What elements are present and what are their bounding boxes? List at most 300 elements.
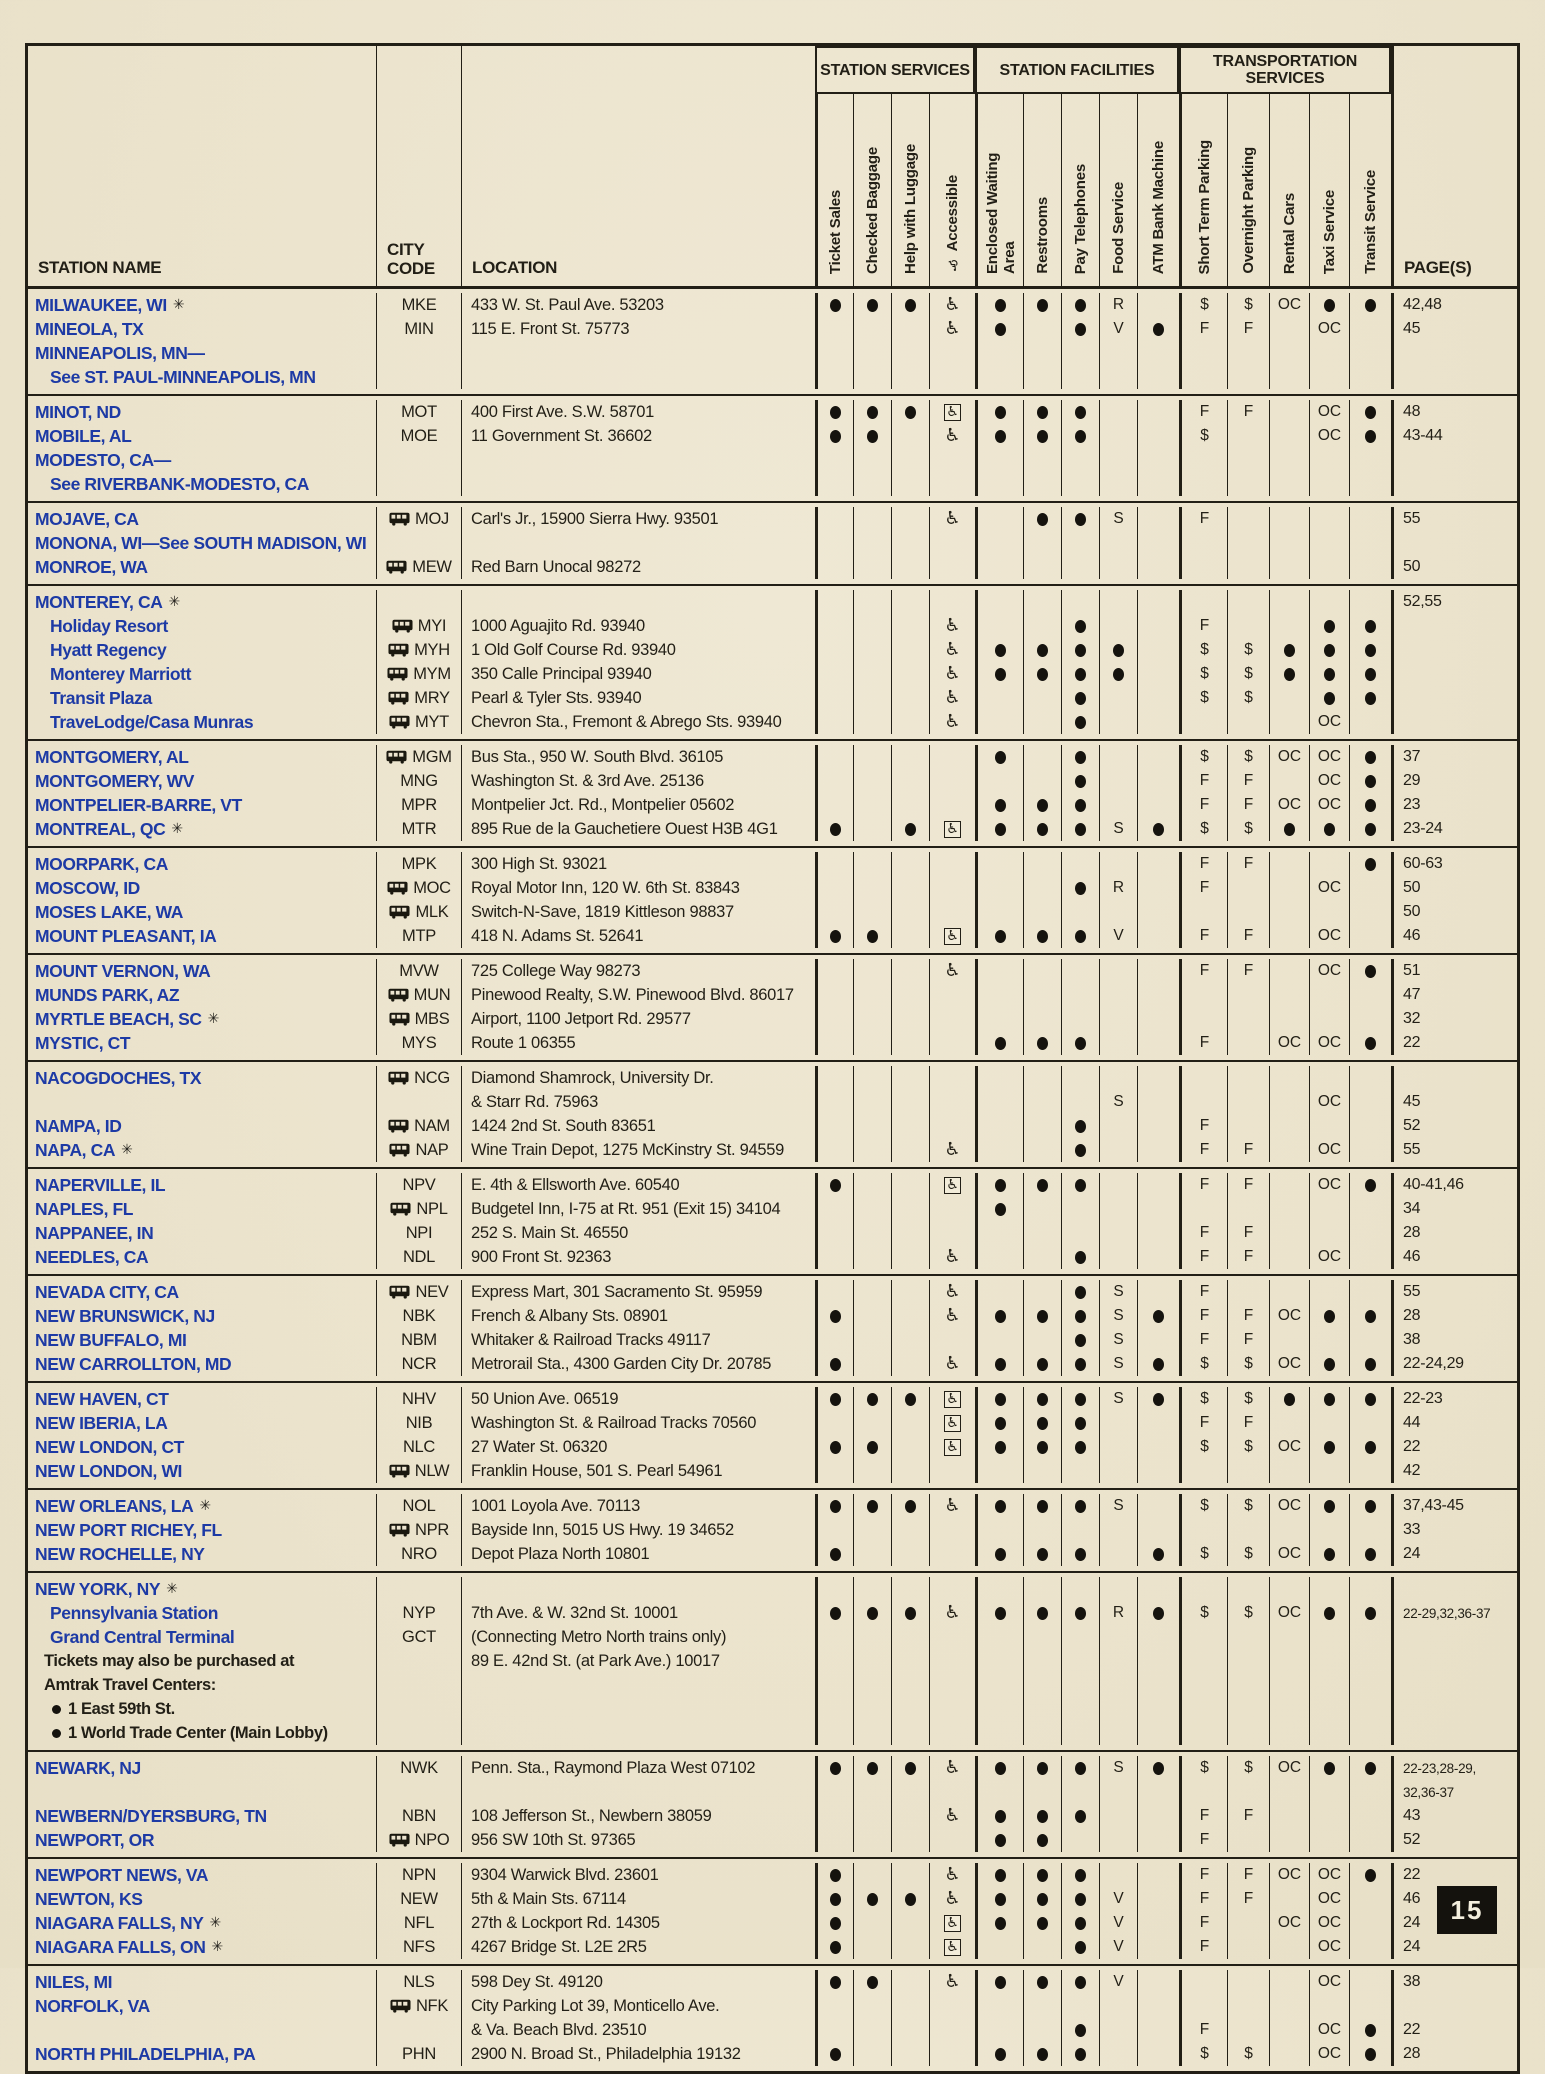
mark-help-with-luggage <box>891 1673 929 1697</box>
mark-code: $ <box>1200 1390 1209 1407</box>
wheelchair-icon: ♿ <box>944 1864 961 1885</box>
station-name-text: NEW LONDON, CT <box>35 1436 184 1457</box>
mark-checked-baggage <box>853 507 891 531</box>
station-group <box>28 1060 1517 1167</box>
location <box>461 1673 815 1697</box>
service-dot <box>1075 1810 1086 1823</box>
pages <box>1391 1411 1523 1435</box>
bus-icon <box>388 691 409 705</box>
location-text: Metrorail Sta., 4300 Garden City Dr. 20785 <box>471 1354 772 1373</box>
location-header-label: LOCATION <box>472 258 558 277</box>
mark-code: $ <box>1200 1355 1209 1372</box>
mark-code: F <box>1199 879 1210 896</box>
mark-code: OC <box>1277 1914 1302 1931</box>
mark-atm-bank-machine <box>1137 1138 1179 1162</box>
station-name <box>28 1031 376 1055</box>
mark-help-with-luggage <box>891 1114 929 1138</box>
mark-rental-cars <box>1269 1138 1309 1162</box>
location-text: 350 Calle Principal 93940 <box>471 664 652 683</box>
mark-short-term-parking <box>1179 793 1227 817</box>
mark-accessible <box>929 2042 975 2066</box>
mark-enclosed-waiting-area <box>975 769 1023 793</box>
location <box>461 1173 815 1197</box>
location-header <box>461 46 815 286</box>
station-name-text: NIAGARA FALLS, NY <box>35 1912 204 1933</box>
mark-pay-telephones <box>1061 1780 1099 1804</box>
mark-atm-bank-machine <box>1137 817 1179 841</box>
mark-short-term-parking <box>1179 1828 1227 1852</box>
mark-enclosed-waiting-area <box>975 959 1023 983</box>
mark-atm-bank-machine <box>1137 1411 1179 1435</box>
service-dot <box>995 1179 1006 1192</box>
service-dot <box>1284 644 1295 657</box>
mark-accessible <box>929 424 975 448</box>
mark-restrooms <box>1023 590 1061 614</box>
station-name-text: NIAGARA FALLS, ON <box>35 1936 206 1957</box>
mark-transit-service <box>1349 817 1391 841</box>
mark-pay-telephones <box>1061 1280 1099 1304</box>
mark-code: S <box>1113 510 1124 527</box>
service-dot <box>1153 1762 1164 1775</box>
mark-pay-telephones <box>1061 1245 1099 1269</box>
mark-food-service <box>1099 1601 1137 1625</box>
mark-food-service <box>1099 686 1137 710</box>
pages <box>1391 614 1523 638</box>
mark-rental-cars <box>1269 1780 1309 1804</box>
mark-rental-cars <box>1269 1459 1309 1483</box>
service-dot <box>830 823 841 836</box>
mark-code: F <box>1199 1807 1210 1824</box>
mark-restrooms <box>1023 614 1061 638</box>
mark-ticket-sales <box>815 1649 853 1673</box>
mark-code: $ <box>1244 1545 1253 1562</box>
mark-overnight-parking <box>1227 1577 1269 1601</box>
station-name <box>28 900 376 924</box>
mark-overnight-parking <box>1227 1138 1269 1162</box>
pages <box>1391 472 1523 496</box>
station-name <box>28 1197 376 1221</box>
mark-code: $ <box>1200 1497 1209 1514</box>
mark-code: F <box>1243 1866 1254 1883</box>
mark-accessible <box>929 1138 975 1162</box>
location <box>461 1780 815 1804</box>
mark-ticket-sales <box>815 1887 853 1911</box>
mark-taxi-service <box>1309 293 1349 317</box>
mark-short-term-parking <box>1179 1721 1227 1745</box>
city-code <box>376 924 461 948</box>
location <box>461 686 815 710</box>
mark-restrooms <box>1023 1090 1061 1114</box>
mark-checked-baggage <box>853 1518 891 1542</box>
mark-ticket-sales <box>815 1352 853 1376</box>
mark-enclosed-waiting-area <box>975 507 1023 531</box>
mark-ticket-sales <box>815 1673 853 1697</box>
mark-enclosed-waiting-area <box>975 365 1023 389</box>
station-name-text: NAMPA, ID <box>35 1115 122 1136</box>
mark-rental-cars <box>1269 1804 1309 1828</box>
mark-overnight-parking <box>1227 900 1269 924</box>
city-code <box>376 817 461 841</box>
location <box>461 876 815 900</box>
pages-text: 44 <box>1403 1414 1421 1431</box>
wheelchair-icon: ♿ <box>944 615 961 636</box>
mark-pay-telephones <box>1061 531 1099 555</box>
pages <box>1391 2042 1523 2066</box>
mark-taxi-service <box>1309 555 1349 579</box>
city-code <box>376 1138 461 1162</box>
location <box>461 1411 815 1435</box>
station-name <box>28 1411 376 1435</box>
service-dot <box>1037 513 1048 526</box>
station-row <box>28 590 1517 614</box>
star-icon: ✳ <box>171 821 183 837</box>
station-name <box>28 1328 376 1352</box>
mark-short-term-parking <box>1179 472 1227 496</box>
mark-taxi-service <box>1309 924 1349 948</box>
city-code-text: MGM <box>412 747 452 766</box>
pages <box>1391 817 1523 841</box>
mark-restrooms <box>1023 745 1061 769</box>
mark-overnight-parking <box>1227 2042 1269 2066</box>
mark-enclosed-waiting-area <box>975 1935 1023 1959</box>
station-name-text: NEW PORT RICHEY, FL <box>35 1519 222 1540</box>
pages-text: 50 <box>1403 558 1421 575</box>
mark-code: $ <box>1200 1545 1209 1562</box>
mark-checked-baggage <box>853 1031 891 1055</box>
transportation-services-group-header <box>1179 46 1391 94</box>
mark-ticket-sales <box>815 1007 853 1031</box>
mark-atm-bank-machine <box>1137 1066 1179 1090</box>
mark-short-term-parking <box>1179 365 1227 389</box>
city-code <box>376 1673 461 1697</box>
station-group <box>28 739 1517 846</box>
location-text: 895 Rue de la Gauchetiere Ouest H3B 4G1 <box>471 819 778 838</box>
mark-ticket-sales <box>815 1994 853 2018</box>
mark-enclosed-waiting-area <box>975 1114 1023 1138</box>
location-text: 108 Jefferson St., Newbern 38059 <box>471 1806 712 1825</box>
service-dot <box>1037 1607 1048 1620</box>
mark-rental-cars <box>1269 1304 1309 1328</box>
pages <box>1391 1328 1523 1352</box>
mark-rental-cars <box>1269 1673 1309 1697</box>
column-header-restrooms <box>1023 94 1061 286</box>
service-dot <box>1037 1358 1048 1371</box>
service-dot <box>1037 2048 1048 2061</box>
station-name-text: MONTEREY, CA <box>35 591 163 612</box>
mark-pay-telephones <box>1061 1090 1099 1114</box>
mark-overnight-parking <box>1227 1435 1269 1459</box>
mark-overnight-parking <box>1227 1518 1269 1542</box>
mark-code: OC <box>1277 796 1302 813</box>
mark-pay-telephones <box>1061 1828 1099 1852</box>
location-text: Diamond Shamrock, University Dr. <box>471 1068 714 1087</box>
bus-icon <box>389 1523 410 1537</box>
service-dot <box>1324 1441 1335 1454</box>
mark-enclosed-waiting-area <box>975 1352 1023 1376</box>
mark-help-with-luggage <box>891 507 929 531</box>
station-group <box>28 1381 1517 1488</box>
wheelchair-icon: ♿ <box>944 711 961 732</box>
mark-pay-telephones <box>1061 1494 1099 1518</box>
mark-help-with-luggage <box>891 1542 929 1566</box>
mark-food-service <box>1099 1649 1137 1673</box>
mark-pay-telephones <box>1061 1935 1099 1959</box>
mark-pay-telephones <box>1061 1542 1099 1566</box>
service-dot <box>867 1393 878 1406</box>
location <box>461 1970 815 1994</box>
station-name <box>28 507 376 531</box>
mark-short-term-parking <box>1179 1304 1227 1328</box>
service-dot <box>1365 1179 1376 1192</box>
station-name-text: NEW BUFFALO, MI <box>35 1329 187 1350</box>
mark-short-term-parking <box>1179 1518 1227 1542</box>
mark-transit-service <box>1349 507 1391 531</box>
city-code <box>376 1828 461 1852</box>
column-header-enclosed-waiting-area <box>975 94 1023 286</box>
mark-code: F <box>1199 1331 1210 1348</box>
mark-pay-telephones <box>1061 924 1099 948</box>
mark-code: OC <box>1317 772 1342 789</box>
mark-taxi-service <box>1309 1352 1349 1376</box>
mark-rental-cars <box>1269 1494 1309 1518</box>
mark-help-with-luggage <box>891 614 929 638</box>
service-dot <box>995 1893 1006 1906</box>
mark-enclosed-waiting-area <box>975 590 1023 614</box>
mark-short-term-parking <box>1179 1173 1227 1197</box>
station-name <box>28 1601 376 1625</box>
mark-restrooms <box>1023 1173 1061 1197</box>
mark-short-term-parking <box>1179 317 1227 341</box>
mark-help-with-luggage <box>891 1280 929 1304</box>
mark-code: F <box>1243 1331 1254 1348</box>
service-dot <box>1324 1762 1335 1775</box>
mark-help-with-luggage <box>891 1494 929 1518</box>
mark-enclosed-waiting-area <box>975 1577 1023 1601</box>
mark-ticket-sales <box>815 1518 853 1542</box>
mark-enclosed-waiting-area <box>975 1756 1023 1780</box>
mark-restrooms <box>1023 1494 1061 1518</box>
service-dot <box>995 1310 1006 1323</box>
pages-text: 47 <box>1403 986 1421 1003</box>
mark-pay-telephones <box>1061 1435 1099 1459</box>
mark-enclosed-waiting-area <box>975 1197 1023 1221</box>
location-text: Royal Motor Inn, 120 W. 6th St. 83843 <box>471 878 740 897</box>
mark-taxi-service <box>1309 1935 1349 1959</box>
mark-short-term-parking <box>1179 817 1227 841</box>
mark-transit-service <box>1349 472 1391 496</box>
mark-transit-service <box>1349 1697 1391 1721</box>
mark-atm-bank-machine <box>1137 1649 1179 1673</box>
bus-icon <box>389 1285 410 1299</box>
service-dot <box>1075 930 1086 943</box>
mark-short-term-parking <box>1179 1649 1227 1673</box>
mark-atm-bank-machine <box>1137 1721 1179 1745</box>
location <box>461 1304 815 1328</box>
pages-text: 51 <box>1403 962 1421 979</box>
service-dot <box>905 1762 916 1775</box>
mark-accessible <box>929 1577 975 1601</box>
mark-atm-bank-machine <box>1137 365 1179 389</box>
mark-ticket-sales <box>815 1435 853 1459</box>
station-name <box>28 2018 376 2042</box>
mark-code: $ <box>1244 1604 1253 1621</box>
station-group <box>28 289 1517 394</box>
mark-atm-bank-machine <box>1137 924 1179 948</box>
service-dot <box>1075 716 1086 729</box>
mark-code: $ <box>1200 665 1209 682</box>
location-text: 1424 2nd St. South 83651 <box>471 1116 656 1135</box>
station-row <box>28 341 1517 365</box>
mark-pay-telephones <box>1061 2018 1099 2042</box>
mark-enclosed-waiting-area <box>975 1863 1023 1887</box>
mark-short-term-parking <box>1179 448 1227 472</box>
pages-text: 50 <box>1403 879 1421 896</box>
mark-short-term-parking <box>1179 1780 1227 1804</box>
station-name-text: NEWTON, KS <box>35 1888 143 1909</box>
mark-short-term-parking <box>1179 531 1227 555</box>
mark-food-service <box>1099 1031 1137 1055</box>
mark-food-service <box>1099 365 1137 389</box>
pages-text: 55 <box>1403 510 1421 527</box>
mark-atm-bank-machine <box>1137 1863 1179 1887</box>
mark-code: F <box>1243 1807 1254 1824</box>
service-dot <box>1365 692 1376 705</box>
service-dot <box>1075 1500 1086 1513</box>
mark-atm-bank-machine <box>1137 341 1179 365</box>
mark-atm-bank-machine <box>1137 1804 1179 1828</box>
mark-atm-bank-machine <box>1137 959 1179 983</box>
station-name-text: MOUNT VERNON, WA <box>35 960 211 981</box>
mark-restrooms <box>1023 900 1061 924</box>
mark-restrooms <box>1023 662 1061 686</box>
mark-ticket-sales <box>815 1804 853 1828</box>
mark-atm-bank-machine <box>1137 1780 1179 1804</box>
mark-pay-telephones <box>1061 1756 1099 1780</box>
mark-accessible <box>929 1328 975 1352</box>
station-name-text: Hyatt Regency <box>50 639 167 660</box>
mark-rental-cars <box>1269 1887 1309 1911</box>
mark-transit-service <box>1349 1245 1391 1269</box>
service-dot <box>1324 620 1335 633</box>
mark-code: OC <box>1317 1890 1342 1907</box>
station-name-text: NAPPANEE, IN <box>35 1222 154 1243</box>
service-dot <box>1037 1500 1048 1513</box>
mark-restrooms <box>1023 1245 1061 1269</box>
mark-checked-baggage <box>853 1577 891 1601</box>
mark-food-service <box>1099 1970 1137 1994</box>
mark-transit-service <box>1349 1090 1391 1114</box>
station-row <box>28 1387 1517 1411</box>
mark-food-service <box>1099 710 1137 734</box>
mark-accessible <box>929 472 975 496</box>
pages <box>1391 1649 1523 1673</box>
pages-text: 34 <box>1403 1200 1421 1217</box>
mark-restrooms <box>1023 1697 1061 1721</box>
station-name <box>28 2042 376 2066</box>
station-name <box>28 365 376 389</box>
location <box>461 1387 815 1411</box>
mark-pay-telephones <box>1061 1697 1099 1721</box>
service-dot <box>1324 668 1335 681</box>
pages <box>1391 1601 1523 1625</box>
mark-restrooms <box>1023 1031 1061 1055</box>
station-name-text: NORFOLK, VA <box>35 1995 150 2016</box>
mark-short-term-parking <box>1179 745 1227 769</box>
mark-enclosed-waiting-area <box>975 876 1023 900</box>
mark-overnight-parking <box>1227 1066 1269 1090</box>
mark-checked-baggage <box>853 2042 891 2066</box>
mark-rental-cars <box>1269 1756 1309 1780</box>
page-number-badge <box>1437 1886 1497 1934</box>
mark-checked-baggage <box>853 900 891 924</box>
mark-code: F <box>1243 962 1254 979</box>
station-name <box>28 1173 376 1197</box>
mark-help-with-luggage <box>891 424 929 448</box>
mark-taxi-service <box>1309 1828 1349 1852</box>
location-text: City Parking Lot 39, Monticello Ave. <box>471 1996 720 2015</box>
location <box>461 710 815 734</box>
mark-checked-baggage <box>853 1352 891 1376</box>
mark-enclosed-waiting-area <box>975 1649 1023 1673</box>
mark-help-with-luggage <box>891 1601 929 1625</box>
service-dot <box>1075 1441 1086 1454</box>
city-code-text: MYS <box>401 1033 437 1052</box>
mark-restrooms <box>1023 1994 1061 2018</box>
mark-short-term-parking <box>1179 1911 1227 1935</box>
mark-help-with-luggage <box>891 1863 929 1887</box>
location <box>461 1828 815 1852</box>
wheelchair-boxed-icon: ♿ <box>946 1390 959 1407</box>
station-name <box>28 1756 376 1780</box>
mark-code: R <box>1112 296 1125 313</box>
mark-rental-cars <box>1269 1435 1309 1459</box>
mark-help-with-luggage <box>891 1090 929 1114</box>
mark-code: $ <box>1244 1759 1253 1776</box>
mark-checked-baggage <box>853 1328 891 1352</box>
mark-food-service <box>1099 959 1137 983</box>
mark-ticket-sales <box>815 1828 853 1852</box>
mark-overnight-parking <box>1227 793 1269 817</box>
service-dot <box>1365 299 1376 312</box>
mark-taxi-service <box>1309 1435 1349 1459</box>
mark-overnight-parking <box>1227 472 1269 496</box>
pages-text: 37 <box>1403 748 1421 765</box>
mark-enclosed-waiting-area <box>975 1280 1023 1304</box>
mark-checked-baggage <box>853 1911 891 1935</box>
mark-checked-baggage <box>853 1887 891 1911</box>
mark-taxi-service <box>1309 769 1349 793</box>
mark-short-term-parking <box>1179 1221 1227 1245</box>
pages <box>1391 1756 1523 1780</box>
service-dot <box>1037 1417 1048 1430</box>
mark-overnight-parking <box>1227 1911 1269 1935</box>
service-dot <box>995 1548 1006 1561</box>
location-text: 2900 N. Broad St., Philadelphia 19132 <box>471 2044 741 2063</box>
mark-food-service <box>1099 1435 1137 1459</box>
mark-pay-telephones <box>1061 1721 1099 1745</box>
mark-code: V <box>1113 320 1124 337</box>
mark-pay-telephones <box>1061 1625 1099 1649</box>
city-code <box>376 1245 461 1269</box>
pages-text: 22 <box>1403 1034 1421 1051</box>
mark-code: OC <box>1317 1141 1342 1158</box>
station-name <box>28 1221 376 1245</box>
mark-pay-telephones <box>1061 400 1099 424</box>
mark-rental-cars <box>1269 317 1309 341</box>
mark-help-with-luggage <box>891 710 929 734</box>
station-row <box>28 1601 1517 1625</box>
mark-taxi-service <box>1309 1459 1349 1483</box>
